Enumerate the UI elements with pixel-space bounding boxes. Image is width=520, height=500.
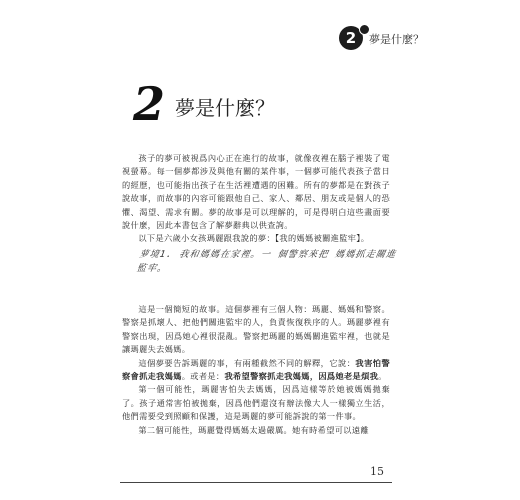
body-text-block [122, 152, 390, 246]
running-header-title: 夢是什麼？ [369, 33, 424, 46]
text-run: 這個夢要告訴瑪麗的事，有兩種截然不同的解釋，它說： [138, 357, 356, 368]
paragraph: 第二個可能性，瑪麗覺得媽媽太過嚴厲。她有時希望可以遠離 [138, 424, 369, 435]
page-number: 15 [370, 465, 384, 478]
chapter-title: 夢是什麼？ [175, 96, 275, 120]
paragraph: 第一個可能性，瑪麗害怕失去媽媽，因爲這樣等於她被媽媽拋棄了。孩子通常害怕被拋棄，因爲他們還沒有辦法像大人一樣獨立生活，他們需要受到照顧和保護，這是瑪麗的夢可能訴說的第一件事。 [122, 384, 390, 422]
body-text-block [122, 303, 390, 437]
chapter-number: 2 [133, 77, 166, 131]
footer-rule [120, 482, 392, 483]
chapter-badge: 2 [339, 26, 363, 50]
handwriting-sample: 萝境1. 我和媽媽在家裡。一 個警察來把 媽媽抓走關進監牢。 [135, 249, 398, 274]
paragraph: 這是一個簡短的故事。這個夢裡有三個人物：瑪麗、媽媽和警察。警察是抓壞人、把他們關進監牢的人，負責恢復秩序的人。瑪麗夢裡有警察出現，因爲她心裡很混亂。警察把瑪麗的媽媽關進監牢裡，也就是讓瑪麗失去媽媽。 [122, 304, 390, 355]
text-run: 。 [378, 371, 387, 382]
bold-quote: 我害怕警察會抓走我媽媽 [122, 357, 390, 382]
bold-quote: 我希望警察抓走我媽媽，因爲她老是煩我 [224, 371, 379, 382]
paragraph: 以下是六歲小女孩瑪麗跟我說的夢：【我的媽媽被關進監牢】。 [138, 233, 370, 244]
running-header [339, 26, 449, 50]
paragraph: 孩子的夢可被視爲內心正在進行的故事，就像夜裡在腦子裡裝了電視螢幕。每一個夢都涉及與他有關的某件事，一個夢可能代表孩子當日的經歷，也可能指出孩子在生活裡遭遇的困難。所有的夢都是在對孩子說故事，而故事的內容可能跟他自己、家人、鄰居、朋友或是個人的恐懼、渴望、需求有關。夢的故事是可以理解的，可是得明白這些畫面要說什麼，因此本書包含了解夢辭典以供查詢。 [122, 153, 390, 231]
paragraph [122, 357, 390, 384]
text-run: 。或者是： [181, 371, 225, 382]
